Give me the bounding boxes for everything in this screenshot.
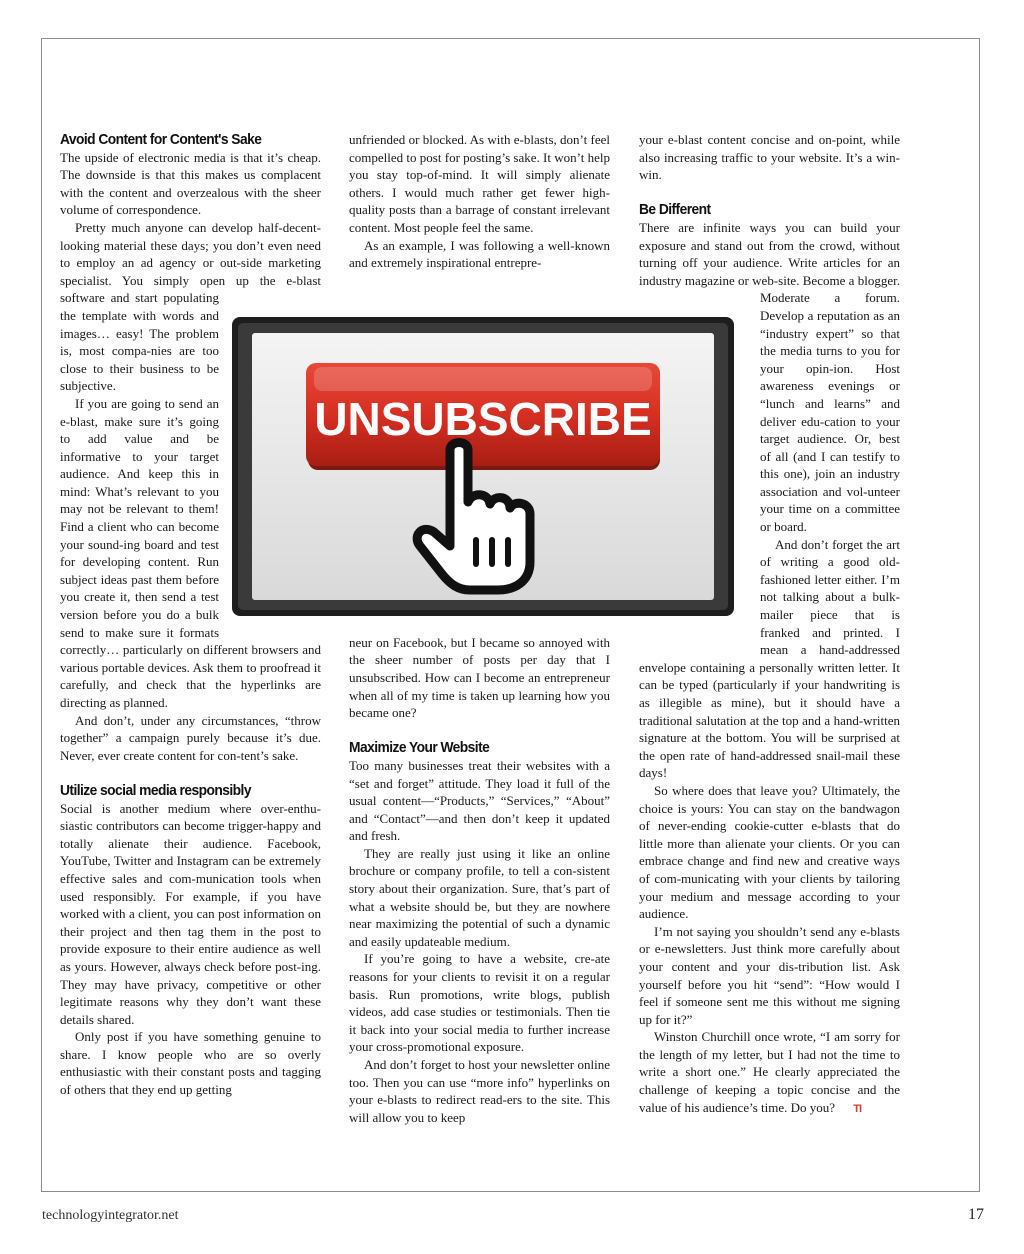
paragraph: The upside of electronic media is that it’s cheap. The downside is that this makes us complacent with the content and overzealous with the sheer volume of correspondence. <box>60 149 321 218</box>
paragraph: And don’t, under any circumstances, “throw together” a campaign purely because it’s due. Never, ever create content for con-tent’s sake. <box>60 712 321 763</box>
paragraph: neur on Facebook, but I became so annoyed with the sheer number of posts per day that I unsubscribed. How can I become an entrepreneur when all of my time is taken up learning how you became one? <box>349 634 610 721</box>
column-2 <box>349 131 610 1126</box>
paragraph-text: Winston Churchill once wrote, “I am sorry for the length of my letter, but I had not the time to write a short one.” He clearly appreciated the challenge of keeping a topic concise and the value of his audience’s time. Do you? <box>639 1029 900 1115</box>
unsubscribe-illustration <box>232 317 734 616</box>
footer-url: technologyintegrator.net <box>42 1208 179 1223</box>
heading-avoid-content: Avoid Content for Content's Sake <box>60 131 262 148</box>
page-number: 17 <box>968 1206 984 1223</box>
paragraph: Pretty much anyone can develop half-decent-looking material these days; you don’t even need to employ an ad agency or out-side marketing specialist. You simply open up the e-blast software and start populating the template with words and images… easy! The problem is, most compa-nies are too close to their business to be subjective. <box>60 219 321 394</box>
paragraph: your e-blast content concise and on-point, while also increasing traffic to your website. It’s a win-win. <box>639 132 900 183</box>
heading-maximize-website: Maximize Your Website <box>349 739 490 757</box>
paragraph: If you’re going to have a website, cre-ate reasons for your clients to revisit it on a regular basis. Run promotions, write blogs, publish videos, add case studies or testimonials. Then tie it back into your social media to further increase your cross-promotional exposure. <box>349 951 610 1055</box>
paragraph: unfriended or blocked. As with e-blasts, don’t feel compelled to post for posting’s sake. It won’t help you stay top-of-mind. It will simply alienate others. I would much rather get fewer high-quality posts than a barrage of constant irrelevant content. Most people feel the same. <box>349 132 610 235</box>
paragraph: As an example, I was following a well-known and extremely inspirational entrepre- <box>349 237 610 271</box>
paragraph: Too many businesses treat their websites with a “set and forget” attitude. They load it full of the usual content—“Products,” “Services,” “About” and “Contact”—and then don’t keep it updated and fresh. <box>349 757 610 844</box>
paragraph: So where does that leave you? Ultimately, the choice is yours: You can stay on the bandwagon of never-ending cookie-cutter e-blasts that do little more than alienate your clients. Or you can embrace change and find new and creative ways of com-municating with your clients by tailoring your medium and message according to your audience. <box>639 782 900 922</box>
ti-end-mark: TI <box>853 1102 862 1115</box>
paragraph: If you are going to send an e-blast, make sure it’s going to add value and be informative to your target audience. And keep this in mind: What’s relevant to you may not be relevant to them! Find a client who can become your sound-ing board and test for developing content. Run subject ideas past them before you create it, then send a test version before you do a bulk send to make sure it formats correctly… particularly on different browsers and various portable devices. Ask them to proofread it carefully, and check that the hyperlinks are directing as planned. <box>60 395 321 710</box>
paragraph: And don’t forget to host your newsletter online too. Then you can use “more info” hyperlinks on your e-blasts to redirect read-ers to the site. This will allow you to keep <box>349 1057 610 1125</box>
paragraph: And don’t forget the art of writing a good old-fashioned letter either. I’m not talking about a bulk-mailer piece that is franked and printed. I mean a hand-addressed envelope containing a personally written letter. It can be typed (particularly if your handwriting is as illegible as mine), but it should have a traditional salutation at the top and a hand-written signature at the bottom. You will be surprised at the open rate of hand-addressed snail-mail these days! <box>639 536 900 781</box>
heading-social-media: Utilize social media responsibly <box>60 781 251 799</box>
column-3 <box>639 131 900 1118</box>
paragraph: I’m not saying you shouldn’t send any e-blasts or e-newsletters. Just think more carefully about your content and your dis-tribution list. Ask yourself before you hit “send”: “How would I feel if someone sent me this without me signing up for it?” <box>639 923 900 1027</box>
paragraph <box>639 1028 900 1118</box>
paragraph: Social is another medium where over-enthu-siastic contributors can become trigger-happy and totally alienate their audience. Facebook, YouTube, Twitter and Instagram can be extremely effective sales and com-munication tools when used responsibly. For example, if you have worked with a client, you can post information on their project and then tag them in the post to provide exposure to their entire audience as well as yours. However, always check before post-ing. They may have privacy, competitive or other legitimate reasons why they don’t want these details shared. <box>60 800 321 1027</box>
heading-be-different: Be Different <box>639 201 711 219</box>
paragraph: There are infinite ways you can build your exposure and stand out from the crowd, without turning off your audience. Write articles for an industry magazine or web-site. Become a blogger. Moderate a forum. Develop a reputation as an “industry expert” so that the media turns to you for your opin-ion. Host awareness evenings or “lunch and learns” and deliver edu-cation to your target audience. Or, best of all (and I can testify to this one), join an industry association and vol-unteer your time on a committee or board. <box>639 219 900 535</box>
paragraph: Only post if you have something genuine to share. I know people who are so overly enthusiastic with their constant posts and tagging of others that they end up getting <box>60 1029 321 1098</box>
paragraph: They are really just using it like an online brochure or company profile, to tell a con-sistent story about their organization. Sure, that’s part of what a website should be, but they are nowhere near maximizing the potential of such a dynamic and easily updateable medium. <box>349 845 610 949</box>
unsubscribe-label: UNSUBSCRIBE <box>314 393 652 445</box>
